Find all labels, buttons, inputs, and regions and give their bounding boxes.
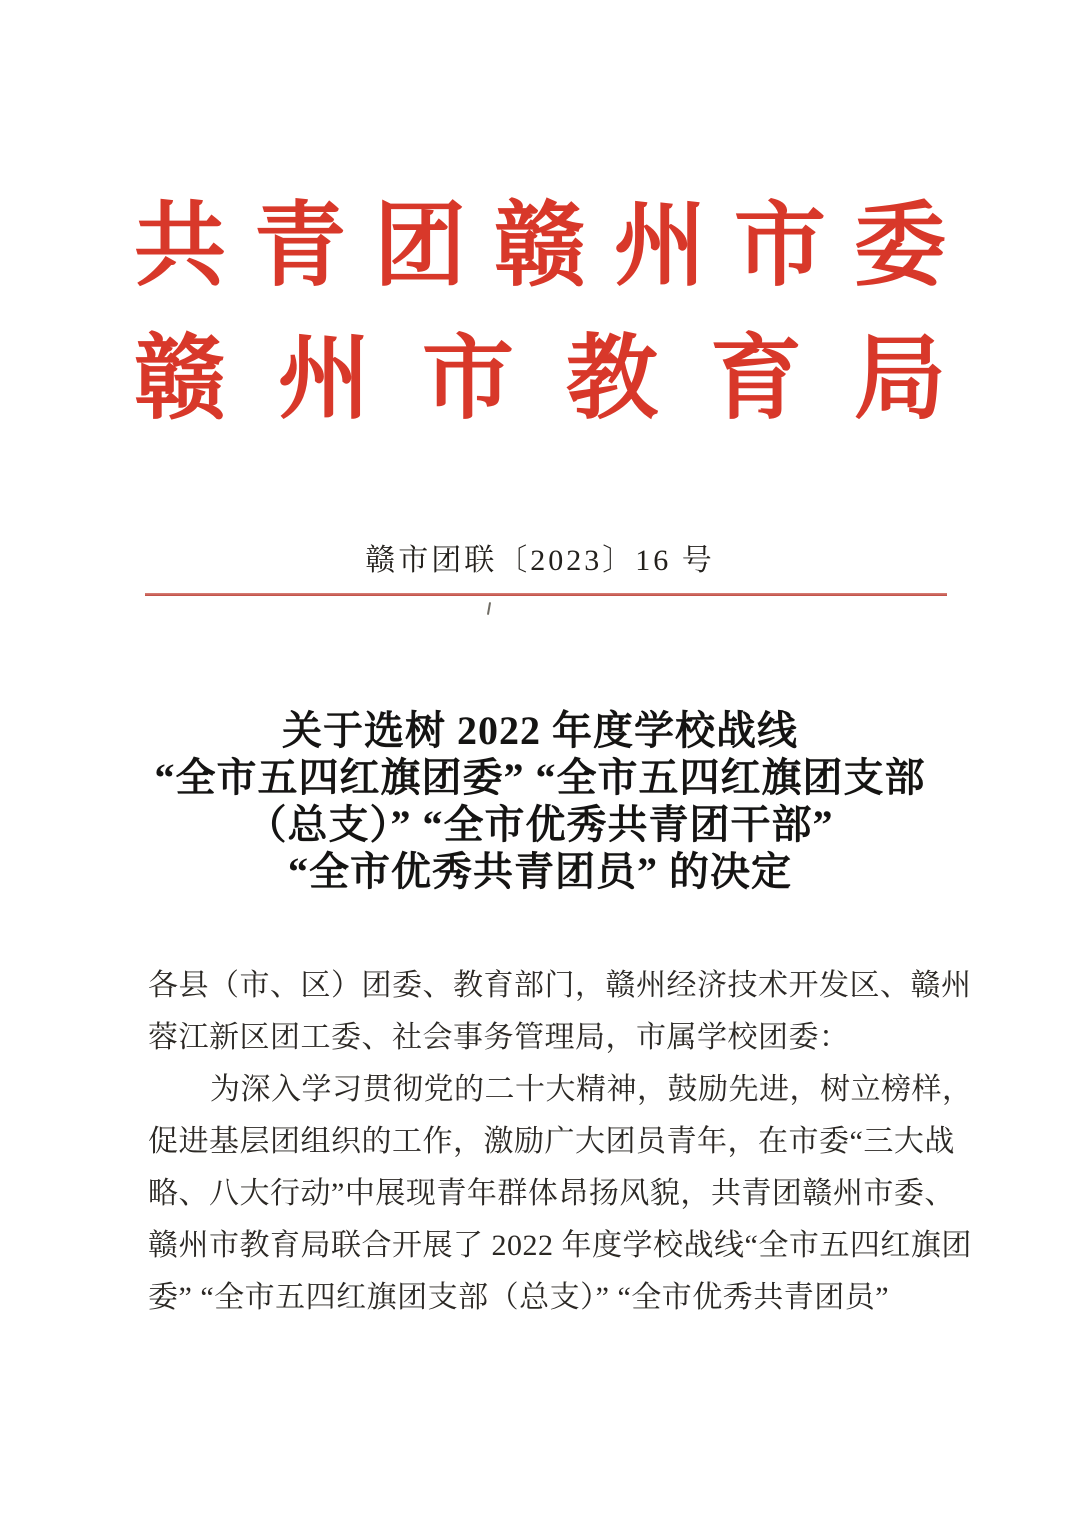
issuer-name-line-1: 共 青 团 赣 州 市 委	[134, 195, 946, 297]
addressee-paragraph: 各县（市、区）团委、教育部门，赣州经济技术开发区、赣州 蓉江新区团工委、社会事务管理局，市属学校团委：	[148, 969, 972, 1054]
document-title: 关于选树 2022 年度学校战线 “全市五四红旗团委” “全市五四红旗团支部 （总支）” “全市优秀共青团干部” “全市优秀共青团员” 的决定	[154, 708, 926, 894]
document-body	[148, 960, 973, 1324]
body-paragraph: 为深入学习贯彻党的二十大精神，鼓励先进，树立榜样， 促进基层团组织的工作，激励广大团员青年，在市委“三大战 略、八大行动”中展现青年群体昂扬风貌，共青团赣州市委、 赣州市教育局联合开展了 2022 年度学校战线“全市五四红旗团 委” “全市五四红旗团支部（总支）” “全市优秀共青团员”	[148, 1073, 973, 1314]
issuer-name-line-2: 赣 州 市 教 育 局	[134, 328, 946, 430]
red-divider-rule	[145, 593, 947, 596]
document-reference-number: 赣市团联〔2023〕16 号	[365, 544, 715, 577]
scan-artifact-mark	[487, 602, 491, 615]
